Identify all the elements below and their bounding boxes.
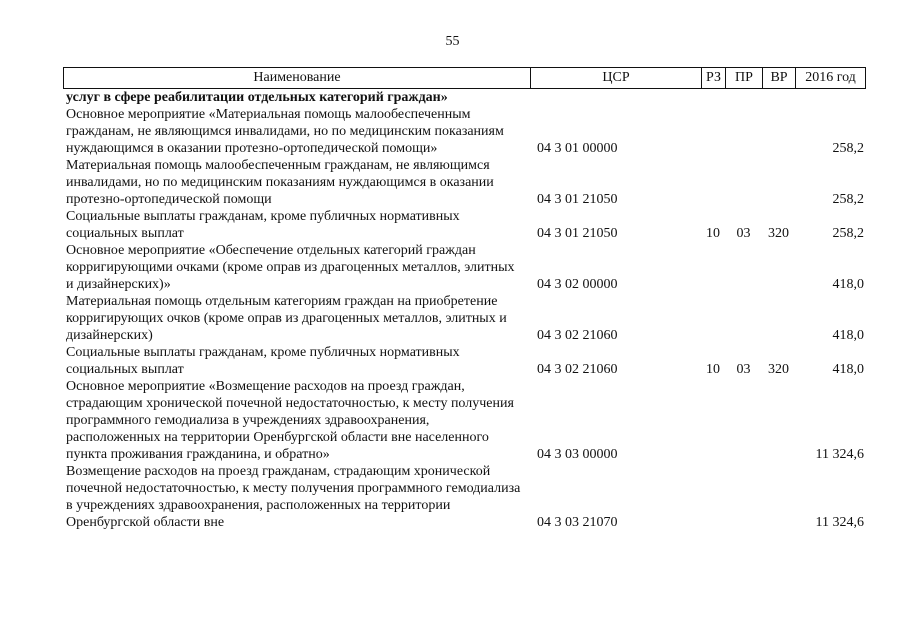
row-amount: 11 324,6 bbox=[815, 447, 864, 462]
row-amount: 418,0 bbox=[832, 362, 864, 377]
table-body bbox=[63, 89, 866, 531]
row-name: услуг в сфере реабилитации отдельных категорий граждан» bbox=[66, 90, 448, 105]
row-amount: 11 324,6 bbox=[815, 515, 864, 530]
row-vr-code: 320 bbox=[768, 362, 789, 377]
header-rz: РЗ bbox=[702, 68, 726, 88]
budget-table bbox=[63, 67, 866, 531]
row-pr-code: 03 bbox=[736, 362, 751, 377]
row-name: Социальные выплаты гражданам, кроме публичных нормативных социальных выплат bbox=[66, 209, 460, 241]
table-row bbox=[63, 242, 866, 293]
row-amount: 418,0 bbox=[832, 277, 864, 292]
row-csr-code: 04 3 01 21050 bbox=[537, 192, 618, 207]
table-row bbox=[63, 208, 866, 242]
row-csr-code: 04 3 03 00000 bbox=[537, 447, 618, 462]
row-pr-code: 03 bbox=[736, 226, 751, 241]
table-row bbox=[63, 89, 866, 106]
row-csr-code: 04 3 02 00000 bbox=[537, 277, 618, 292]
row-vr-code: 320 bbox=[768, 226, 789, 241]
table-row bbox=[63, 378, 866, 463]
row-name: Основное мероприятие «Возмещение расходов на проезд граждан, страдающим хронической почечной недостаточностью, к месту получения программного гемодиализа в учреждениях здравоохранения, расположенных на территории Оренбургской области вне населенного пункта проживания гражданина, и обратно» bbox=[66, 379, 514, 462]
row-name: Основное мероприятие «Материальная помощь малообеспеченным гражданам, не являющимся инвалидами, но по медицинским показаниям нуждающимся в оказании протезно-ортопедической помощи» bbox=[66, 107, 504, 156]
row-csr-code: 04 3 01 21050 bbox=[537, 226, 618, 241]
table-row bbox=[63, 463, 866, 531]
header-name: Наименование bbox=[64, 68, 531, 88]
row-rz-code: 10 bbox=[706, 362, 720, 377]
row-name: Социальные выплаты гражданам, кроме публичных нормативных социальных выплат bbox=[66, 345, 460, 377]
table-row bbox=[63, 293, 866, 344]
header-vr: ВР bbox=[763, 68, 796, 88]
table-row bbox=[63, 106, 866, 157]
header-pr: ПР bbox=[726, 68, 763, 88]
row-csr-code: 04 3 01 00000 bbox=[537, 141, 618, 156]
row-amount: 258,2 bbox=[832, 141, 864, 156]
header-year: 2016 год bbox=[805, 70, 856, 85]
table-row bbox=[63, 344, 866, 378]
row-rz-code: 10 bbox=[706, 226, 720, 241]
row-amount: 258,2 bbox=[832, 192, 864, 207]
row-name: Материальная помощь отдельным категориям граждан на приобретение корригирующих очков (кроме оправ из драгоценных металлов, элитных и дизайнерских) bbox=[66, 294, 507, 343]
row-name: Материальная помощь малообеспеченным гражданам, не являющимся инвалидами, но по медицинским показаниям нуждающимся в оказании протезно-ортопедической помощи bbox=[66, 158, 494, 207]
row-name: Основное мероприятие «Обеспечение отдельных категорий граждан корригирующими очками (кроме оправ из драгоценных металлов, элитных и дизайнерских)» bbox=[66, 243, 515, 292]
row-name: Возмещение расходов на проезд гражданам, страдающим хронической почечной недостаточностью, к месту получения программного гемодиализа в учреждениях здравоохранения, расположенных на территории Оренбургской области вне bbox=[66, 464, 521, 530]
row-csr-code: 04 3 03 21070 bbox=[537, 515, 618, 530]
row-csr-code: 04 3 02 21060 bbox=[537, 362, 618, 377]
row-csr-code: 04 3 02 21060 bbox=[537, 328, 618, 343]
header-csr: ЦСР bbox=[531, 68, 702, 88]
page-number: 55 bbox=[445, 34, 460, 49]
row-amount: 418,0 bbox=[832, 328, 864, 343]
row-amount: 258,2 bbox=[832, 226, 864, 241]
table-row bbox=[63, 157, 866, 208]
table-header bbox=[63, 67, 866, 89]
